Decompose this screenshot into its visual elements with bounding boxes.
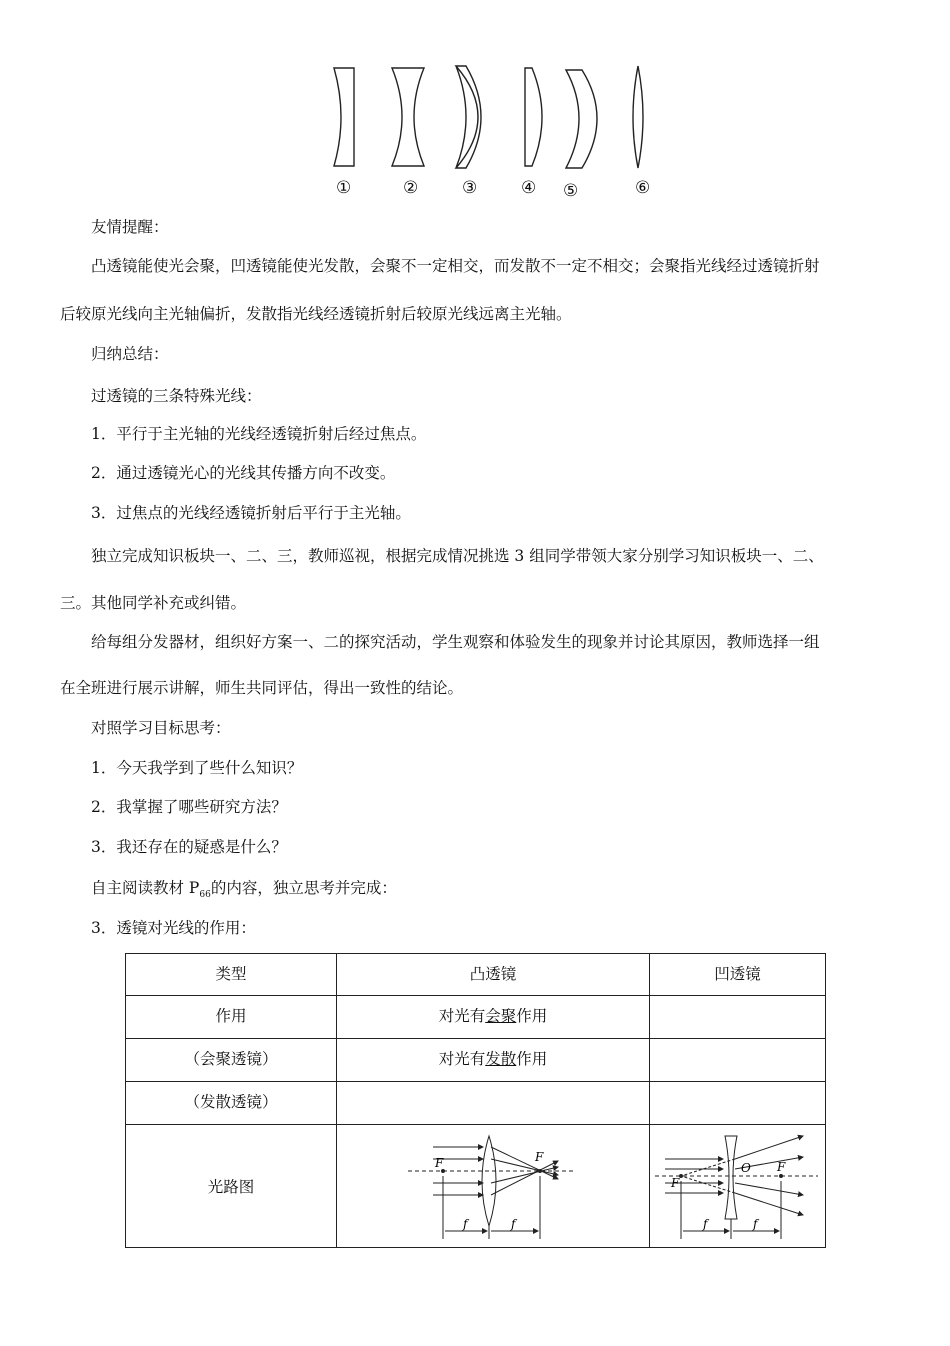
concave-effect-suffix: 作用 (516, 1050, 548, 1068)
concave-effect-prefix: 对光有 (438, 1050, 486, 1068)
lens-6-biconvex (633, 66, 643, 168)
ray-rule-1: 1．平行于主光轴的光线经透镜折射后经过焦点。 (91, 425, 427, 443)
reading-suffix: 的内容，独立思考并完成： (210, 879, 397, 897)
lens-effect-table (125, 953, 826, 1248)
concave-focus-left: F (670, 1176, 679, 1190)
blank-cell-r4b (650, 1082, 826, 1125)
concave-effect-blank (650, 996, 826, 1039)
question-3: 3．我还存在的疑惑是什么？ (91, 838, 287, 856)
convex-focal-length-left: f (463, 1217, 468, 1231)
lens-label-4: ④ (521, 178, 537, 198)
lens-label-6: ⑥ (635, 178, 651, 198)
task-line-2: 三。其他同学补充或纠错。 (60, 594, 247, 612)
convex-effect-prefix: 对光有 (438, 1007, 486, 1025)
convex-focus-left: F (435, 1156, 444, 1170)
tip-line-1: 凸透镜能使光会聚，凹透镜能使光发散，会聚不一定相交，而发散不一定不相交；会聚指光线经过透镜折射 (91, 257, 820, 275)
convex-effect-keyword: 会聚 (485, 1007, 517, 1025)
concave-effect (337, 1039, 650, 1082)
activity-line-1: 给每组分发器材，组织好方案一、二的探究活动，学生观察和体验发生的现象并讨论其原因，教师选择一组 (91, 633, 820, 651)
header-type: 类型 (126, 954, 337, 996)
summary-heading: 归纳总结： (91, 345, 169, 363)
lens-label-1: ① (336, 178, 352, 198)
convex-effect-suffix: 作用 (516, 1007, 548, 1025)
reading-instruction (91, 878, 397, 905)
blank-cell-r4a (337, 1082, 650, 1125)
reading-page-number: 66 (199, 890, 211, 901)
lens-shapes-figure (320, 60, 680, 205)
ray-rule-3: 3．过焦点的光线经透镜折射后平行于主光轴。 (91, 504, 411, 522)
concave-optical-center: O (740, 1161, 751, 1175)
ray-rule-2: 2．通过透镜光心的光线其传播方向不改变。 (91, 464, 396, 482)
row-effect-label: 作用 (126, 996, 337, 1039)
lens-1-plano-concave (334, 68, 354, 166)
blank-cell-r3 (650, 1039, 826, 1082)
lens-label-3: ③ (462, 178, 478, 198)
convex-ray-diagram (403, 1131, 583, 1241)
tip-heading: 友情提醒： (91, 218, 169, 236)
question-1: 1．今天我学到了些什么知识？ (91, 759, 303, 777)
row-diagram-label: 光路图 (126, 1125, 337, 1248)
convex-focal-length-right: f (511, 1217, 516, 1231)
lens-4-plano-convex (525, 68, 542, 166)
task-line-1: 独立完成知识板块一、二、三，教师巡视，根据完成情况挑选 3 组同学带领大家分别学习知识板块一、二、 (91, 547, 824, 565)
convex-focus-right: F (535, 1150, 544, 1164)
row-diverging-label: （发散透镜） (126, 1082, 337, 1125)
activity-line-2: 在全班进行展示讲解，师生共同评估，得出一致性的结论。 (60, 679, 464, 697)
tip-line-2: 后较原光线向主光轴偏折，发散指光线经透镜折射后较原光线远离主光轴。 (60, 305, 572, 323)
lens-3-convex-meniscus (456, 66, 481, 168)
reading-prefix: 自主阅读教材 P (91, 879, 200, 897)
lens-label-2: ② (403, 178, 419, 198)
concave-focal-length-left: f (702, 1217, 707, 1231)
convex-ray-diagram-cell (337, 1125, 650, 1248)
header-concave: 凹透镜 (650, 954, 826, 996)
concave-effect-keyword: 发散 (485, 1050, 517, 1068)
three-rays-heading: 过透镜的三条特殊光线： (91, 387, 262, 405)
lens-2-biconcave (392, 68, 424, 166)
lens-5-concave-meniscus (566, 70, 597, 168)
reflect-heading: 对照学习目标思考： (91, 719, 231, 737)
convex-effect (337, 996, 650, 1039)
row-converging-label: （会聚透镜） (126, 1039, 337, 1082)
concave-focus-right: F (776, 1160, 785, 1174)
item-3-heading: 3．透镜对光线的作用： (91, 919, 256, 937)
question-2: 2．我掌握了哪些研究方法？ (91, 798, 287, 816)
concave-focal-length-right: f (752, 1217, 757, 1231)
concave-ray-diagram-cell (650, 1125, 826, 1248)
header-convex: 凸透镜 (337, 954, 650, 996)
lens-label-5: ⑤ (563, 181, 579, 201)
concave-ray-diagram (653, 1131, 823, 1241)
